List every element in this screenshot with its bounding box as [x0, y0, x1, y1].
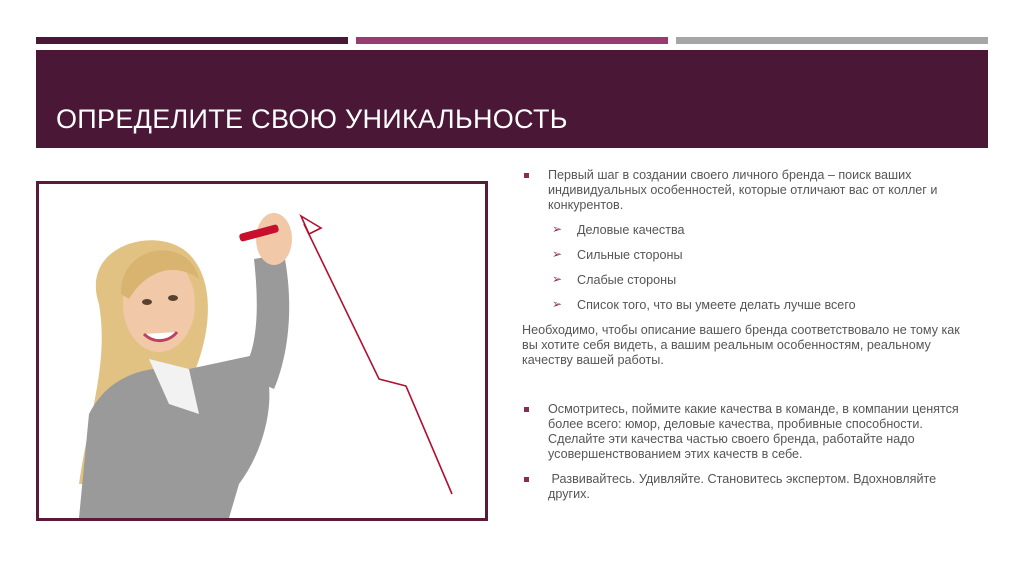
list-item [522, 402, 962, 462]
arrowhead-bullet-icon: ➢ [552, 297, 563, 311]
slide-content [522, 168, 962, 512]
sub-list-item [522, 273, 962, 288]
arrowhead-bullet-icon: ➢ [552, 272, 563, 286]
arrowhead-bullet-icon: ➢ [552, 247, 563, 261]
chart-line [304, 224, 452, 494]
bullet-text: Развивайтесь. Удивляйте. Становитесь экспертом. Вдохновляйте других. [548, 472, 940, 501]
hand-shape [256, 213, 292, 265]
left-eye [142, 299, 152, 305]
sub-item-text: Деловые качества [577, 223, 685, 237]
title-bar [36, 50, 988, 148]
top-stripe-gray [676, 37, 988, 44]
list-item [522, 168, 962, 213]
sub-item-text: Сильные стороны [577, 248, 683, 262]
square-bullet-icon [524, 173, 529, 178]
square-bullet-icon [524, 407, 529, 412]
top-stripe-dark [36, 37, 348, 44]
sub-list-item [522, 298, 962, 313]
photo-frame [36, 181, 488, 521]
square-bullet-icon [524, 477, 529, 482]
arrowhead-bullet-icon: ➢ [552, 222, 563, 236]
top-stripe-magenta [356, 37, 668, 44]
paragraph-text: Необходимо, чтобы описание вашего бренда соответствовало не тому как вы хотите себя видеть, а вашим реальным особенностям, реальному качеству вашей работы. [522, 323, 960, 367]
slide-title: ОПРЕДЕЛИТЕ СВОЮ УНИКАЛЬНОСТЬ [56, 104, 568, 134]
bullet-text: Осмотритесь, поймите какие качества в команде, в компании ценятся более всего: юмор, деловые качества, пробивные способности. Сделайте эти качества частью своего бренда, работайте надо усовершенствованием этих качеств в себе. [548, 402, 959, 461]
woman-drawing-chart-illustration [39, 184, 485, 518]
sub-item-text: Слабые стороны [577, 273, 677, 287]
sub-list-item [522, 223, 962, 238]
list-item [522, 472, 962, 502]
raised-arm [239, 254, 289, 389]
sub-list-item [522, 248, 962, 263]
right-eye [168, 295, 178, 301]
bullet-text: Первый шаг в создании своего личного бренда – поиск ваших индивидуальных особенностей, которые отличают вас от коллег и конкурентов. [548, 168, 938, 212]
sub-item-text: Список того, что вы умеете делать лучше всего [577, 298, 856, 312]
